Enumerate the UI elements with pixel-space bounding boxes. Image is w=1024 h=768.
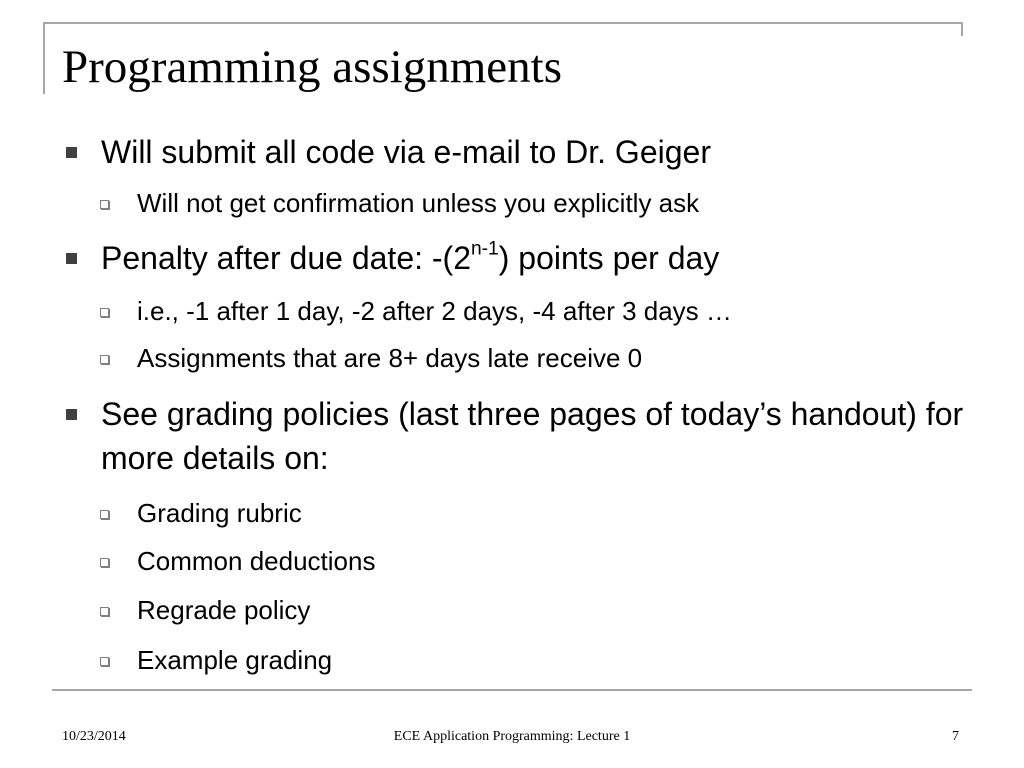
bullet-item — [101, 236, 981, 280]
sub-bullet-text: Regrade policy — [137, 595, 311, 625]
exponent: n-1 — [471, 238, 499, 260]
square-bullet-icon — [66, 253, 77, 264]
sub-bullet-item — [137, 544, 987, 578]
hollow-square-bullet-icon — [100, 558, 109, 567]
bullet-text: Will submit all code via e-mail to Dr. Geiger — [101, 134, 711, 170]
square-bullet-icon — [66, 409, 77, 420]
sub-bullet-text: i.e., -1 after 1 day, -2 after 2 days, -4 after 3 days … — [137, 296, 732, 326]
hollow-square-bullet-icon — [100, 607, 109, 616]
sub-bullet-item — [137, 496, 987, 530]
sub-bullet-text: Assignments that are 8+ days late receive 0 — [137, 343, 643, 373]
bullet-text: See grading policies (last three pages of today’s handout) for more details on: — [101, 396, 964, 476]
sub-bullet-item — [137, 643, 987, 677]
sub-bullet-text: Example grading — [137, 645, 333, 675]
sub-bullet-text: Common deductions — [137, 546, 376, 576]
title-frame-top — [43, 22, 963, 24]
hollow-square-bullet-icon — [100, 308, 109, 317]
hollow-square-bullet-icon — [100, 355, 109, 364]
footer-divider — [52, 689, 972, 691]
hollow-square-bullet-icon — [100, 510, 109, 519]
bullet-item — [101, 392, 971, 480]
sub-bullet-item — [137, 186, 987, 220]
sub-bullet-item — [137, 593, 987, 627]
footer-date: 10/23/2014 — [62, 729, 126, 744]
title-frame-right — [961, 22, 963, 36]
hollow-square-bullet-icon — [100, 200, 109, 209]
sub-bullet-text: Will not get confirmation unless you explicitly ask — [137, 188, 700, 218]
slide-title: Programming assignments — [62, 41, 562, 93]
footer-page-number: 7 — [952, 729, 959, 744]
sub-bullet-item — [137, 341, 987, 375]
title-frame-left — [43, 22, 45, 94]
bullet-text-end: ) points per day — [498, 240, 720, 276]
footer-course-title: ECE Application Programming: Lecture 1 — [393, 729, 631, 744]
sub-bullet-item — [137, 294, 987, 328]
bullet-item — [101, 130, 981, 174]
hollow-square-bullet-icon — [100, 657, 109, 666]
sub-bullet-text: Grading rubric — [137, 498, 302, 528]
square-bullet-icon — [66, 147, 77, 158]
bullet-text-start: Penalty after due date: -(2 — [101, 240, 471, 276]
